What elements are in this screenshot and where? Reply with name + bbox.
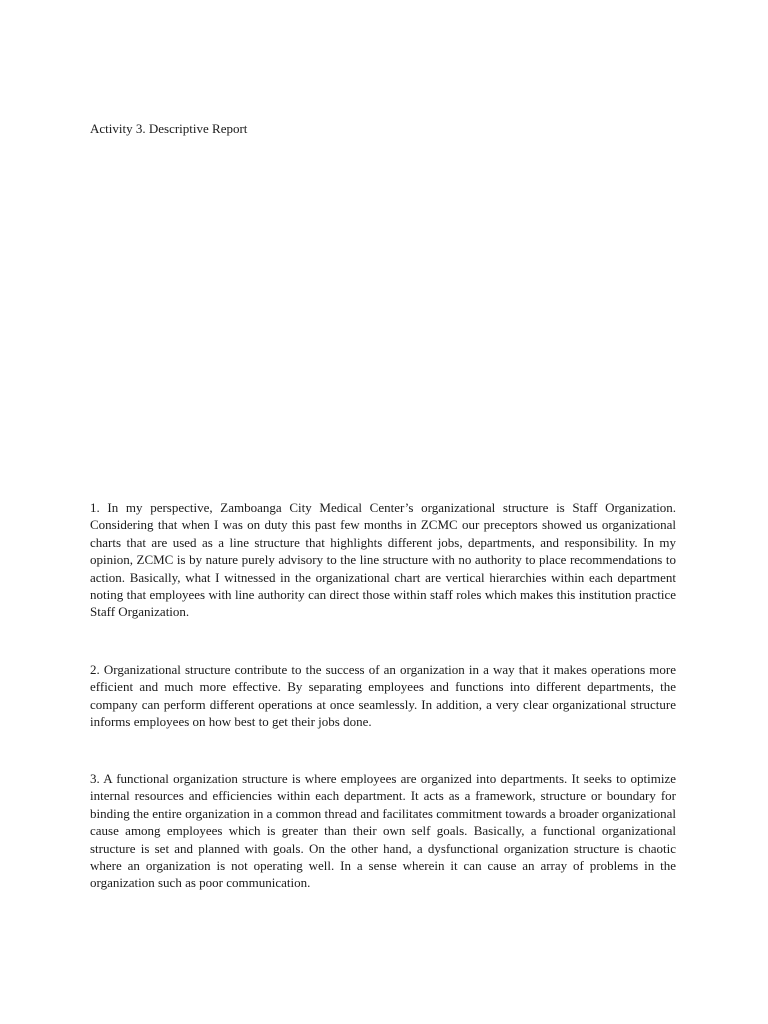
- paragraph-1: 1. In my perspective, Zamboanga City Medical Center’s organizational structure is Staff Organization. Considering that when I was on duty this past few months in ZCMC our preceptors showed us organizational charts that are used as a line structure that highlights different jobs, departments, and responsibility. In my opinion, ZCMC is by nature purely advisory to the line structure with no authority to place recommendations to action. Basically, what I witnessed in the organizational chart are vertical hierarchies within each department noting that employees with line authority can direct those within staff roles which makes this institution practice Staff Organization.: [90, 500, 676, 620]
- paragraph-2: 2. Organizational structure contribute to the success of an organization in a way that it makes operations more efficient and much more effective. By separating employees and functions into different departments, the company can perform different operations at once seamlessly. In addition, a very clear organizational structure informs employees on how best to get their jobs done.: [90, 662, 676, 730]
- paragraph-3: 3. A functional organization structure is where employees are organized into departments. It seeks to optimize internal resources and efficiencies within each department. It acts as a framework, structure or boundary for binding the entire organization in a common thread and facilitates commitment towards a broader organizational cause among employees which is greater than their own self goals. Basically, a functional organizational structure is set and planned with goals. On the other hand, a dysfunctional organization structure is chaotic where an organization is not operating well. In a sense wherein it can cause an array of problems in the organization such as poor communication.: [90, 771, 676, 891]
- document-title: Activity 3. Descriptive Report: [90, 121, 248, 136]
